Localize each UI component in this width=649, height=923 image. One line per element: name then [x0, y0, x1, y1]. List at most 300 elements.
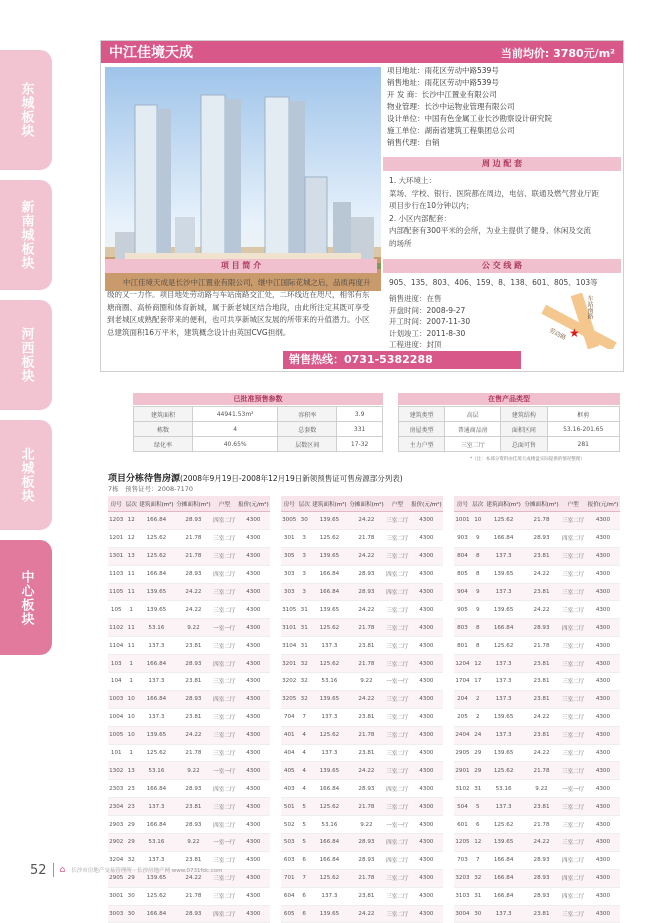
map-road-label: 车站南路: [586, 295, 593, 319]
table-row: [454, 637, 620, 655]
type-value: 三室二厅: [445, 437, 501, 452]
table-row: [281, 583, 443, 601]
table-cell: 1003: [108, 690, 125, 708]
table-cell: 三室二厅: [212, 744, 237, 762]
table-cell: 137.3: [311, 637, 348, 655]
table-cell: 1104: [108, 637, 125, 655]
table-cell: 三室二厅: [385, 655, 410, 673]
type-value: 53.16-201.65: [547, 422, 619, 437]
table-cell: 3004: [454, 905, 471, 923]
param-value: 40.65%: [193, 437, 278, 452]
table-cell: 139.65: [485, 601, 523, 619]
table-header-row: [454, 496, 620, 512]
table-cell: 28.93: [523, 887, 561, 905]
table-cell: 139.65: [311, 690, 348, 708]
table-cell: 28.93: [175, 655, 212, 673]
table-row: [281, 887, 443, 905]
table-cell: 8: [471, 637, 485, 655]
table-cell: 三室二厅: [560, 816, 585, 834]
table-cell: 9.22: [523, 780, 561, 798]
tab-zhongxin[interactable]: [0, 540, 52, 655]
table-cell: 24.22: [348, 905, 385, 923]
table-cell: 三室二厅: [560, 547, 585, 565]
table-cell: 四室二厅: [212, 816, 237, 834]
type-value: 框剪: [547, 407, 619, 422]
table-cell: 3101: [281, 619, 298, 637]
table-cell: 4300: [237, 637, 270, 655]
table-cell: 137.3: [485, 798, 523, 816]
table-cell: 4300: [237, 690, 270, 708]
table-cell: 11: [125, 637, 138, 655]
table-cell: 137.3: [485, 673, 523, 691]
table-cell: 29: [125, 834, 138, 852]
building-illustration: [105, 67, 381, 291]
table-cell: 三室二厅: [212, 708, 237, 726]
sales-open-date: 开盘时间：2008-9-27: [389, 305, 466, 315]
building-photo: [105, 67, 381, 291]
table-row: [454, 869, 620, 887]
table-cell: 28.93: [523, 619, 561, 637]
sales-hotline: 销售热线：0731-5382288: [283, 351, 521, 369]
table-cell: 三室二厅: [560, 834, 585, 852]
table-cell: 4300: [586, 780, 620, 798]
column-header: 户型: [560, 496, 585, 512]
table-row: [108, 619, 270, 637]
table-cell: 401: [281, 726, 298, 744]
table-cell: 4300: [237, 816, 270, 834]
table-cell: 53.16: [138, 762, 175, 780]
table-cell: 2: [471, 708, 485, 726]
table-cell: 4300: [586, 905, 620, 923]
table-cell: 5: [298, 798, 311, 816]
section-tabs: [0, 0, 60, 888]
table-cell: 166.84: [485, 529, 523, 547]
table-cell: 4300: [410, 798, 443, 816]
table-cell: 23.81: [175, 673, 212, 691]
table-cell: 166.84: [485, 869, 523, 887]
table-cell: 1102: [108, 619, 125, 637]
table-cell: 32: [298, 690, 311, 708]
table-cell: 10: [125, 726, 138, 744]
table-row: [281, 834, 443, 852]
table-cell: 21.78: [175, 529, 212, 547]
footer-text: 长沙市房地产交易管理所 · 长沙房地产网 www.0731fdc.com: [71, 868, 223, 874]
table-cell: 1005: [108, 726, 125, 744]
table-cell: 21.78: [523, 762, 561, 780]
table-cell: 137.3: [485, 547, 523, 565]
table-cell: 805: [454, 565, 471, 583]
table-row: [281, 762, 443, 780]
table-row: [108, 690, 270, 708]
table-cell: 12: [471, 834, 485, 852]
listing-building: 7栋 预售证号：2008-7170: [108, 485, 194, 493]
table-cell: 4300: [410, 834, 443, 852]
table-cell: 三室二厅: [385, 637, 410, 655]
table-cell: 903: [454, 529, 471, 547]
table-row: [108, 565, 270, 583]
product-types-note: *（注：本部分资料由佳境天成楼盘实际提供的情况整理）: [470, 457, 585, 462]
table-cell: 32: [298, 673, 311, 691]
map-drawing: [539, 293, 619, 349]
table-cell: 4300: [237, 798, 270, 816]
table-cell: 604: [281, 887, 298, 905]
table-row: [454, 673, 620, 691]
table-cell: 4300: [237, 655, 270, 673]
table-cell: 4300: [237, 762, 270, 780]
table-cell: 28.93: [348, 565, 385, 583]
table-cell: 4300: [586, 834, 620, 852]
table-cell: 24.22: [523, 834, 561, 852]
table-cell: 3103: [454, 887, 471, 905]
project-card: [100, 40, 624, 372]
table-row: [281, 673, 443, 691]
table-cell: 139.65: [485, 565, 523, 583]
table-cell: 139.65: [138, 601, 175, 619]
table-row: [454, 744, 620, 762]
table-row: [108, 762, 270, 780]
table-cell: 4300: [237, 905, 270, 923]
table-cell: 166.84: [311, 780, 348, 798]
project-name: 中江佳境天成: [109, 45, 193, 61]
table-cell: 四室二厅: [212, 512, 237, 530]
table-cell: 4300: [410, 529, 443, 547]
table-cell: 四室二厅: [560, 851, 585, 869]
table-cell: 四室二厅: [560, 869, 585, 887]
table-cell: 301: [281, 529, 298, 547]
param-label: 总套数: [278, 422, 337, 437]
table-cell: 23.81: [523, 905, 561, 923]
type-label: 总面可售: [501, 437, 547, 452]
table-cell: 31: [298, 601, 311, 619]
table-row: [108, 798, 270, 816]
table-row: [454, 565, 620, 583]
table-cell: 2303: [108, 780, 125, 798]
table-cell: 139.65: [138, 869, 175, 887]
table-cell: 4300: [237, 529, 270, 547]
table-cell: 125.62: [138, 887, 175, 905]
sales-start-date: 开工时间：2007-11-30: [389, 317, 471, 327]
table-cell: 一室一厅: [385, 816, 410, 834]
table-cell: 4300: [586, 512, 620, 530]
table-cell: 6: [298, 887, 311, 905]
table-cell: 701: [281, 869, 298, 887]
table-cell: 603: [281, 851, 298, 869]
surround-line: 1. 大环境上：: [389, 176, 437, 185]
table-cell: 137.3: [138, 851, 175, 869]
table-cell: 4300: [237, 744, 270, 762]
table-cell: 53.16: [138, 619, 175, 637]
table-cell: 3: [298, 547, 311, 565]
tab-xinnancheng[interactable]: [0, 180, 52, 290]
table-cell: 三室二厅: [212, 887, 237, 905]
column-header: 分摊面积(m²): [348, 496, 385, 512]
table-cell: 4300: [410, 744, 443, 762]
table-cell: 三室二厅: [385, 869, 410, 887]
table-cell: 4300: [237, 565, 270, 583]
table-cell: 24.22: [175, 601, 212, 619]
table-cell: 24.22: [523, 744, 561, 762]
project-info-list: [387, 65, 619, 149]
table-cell: 四室二厅: [385, 834, 410, 852]
table-cell: 137.3: [138, 673, 175, 691]
table-cell: 166.84: [138, 655, 175, 673]
table-cell: 501: [281, 798, 298, 816]
table-cell: 4300: [410, 851, 443, 869]
tab-label: 北城板块: [18, 447, 34, 503]
table-cell: 4300: [586, 762, 620, 780]
table-cell: 4300: [586, 637, 620, 655]
table-cell: 23.81: [175, 851, 212, 869]
column-header: 层次: [471, 496, 485, 512]
table-cell: 8: [471, 619, 485, 637]
column-header: 建筑面积(m²): [138, 496, 175, 512]
table-cell: 三室二厅: [560, 905, 585, 923]
table-row: [281, 690, 443, 708]
listing-table-1: [108, 496, 270, 923]
table-cell: 2905: [454, 744, 471, 762]
table-cell: 137.3: [485, 905, 523, 923]
table-cell: 8: [471, 565, 485, 583]
column-header: 报价(元/m²): [586, 496, 620, 512]
table-cell: 4: [298, 744, 311, 762]
table-row: [454, 547, 620, 565]
table-row: [281, 816, 443, 834]
param-value: 17-32: [337, 437, 383, 452]
type-value: 普通商品房: [445, 422, 501, 437]
param-value: 331: [337, 422, 383, 437]
info-contractor: 施工单位：湖南省建筑工程集团总公司: [387, 126, 515, 135]
table-cell: 4300: [237, 673, 270, 691]
table-cell: 4: [298, 780, 311, 798]
table-row: [454, 851, 620, 869]
table-cell: 4300: [586, 565, 620, 583]
table-cell: 2: [471, 690, 485, 708]
table-row: [281, 708, 443, 726]
column-header: 房号: [281, 496, 298, 512]
surround-line: 的场所: [389, 238, 412, 248]
table-row: [281, 905, 443, 923]
tab-dongcheng[interactable]: [0, 50, 52, 170]
table-cell: 13: [125, 547, 138, 565]
table-cell: 125.62: [485, 512, 523, 530]
column-header: 房号: [108, 496, 125, 512]
table-cell: 4300: [410, 708, 443, 726]
table-row: [108, 601, 270, 619]
table-cell: 103: [108, 655, 125, 673]
table-row: [281, 851, 443, 869]
table-cell: 3202: [281, 673, 298, 691]
table-cell: 4300: [410, 726, 443, 744]
listing-title: [108, 471, 403, 484]
column-header: 层次: [298, 496, 311, 512]
table-row: [281, 869, 443, 887]
tab-label: 中心板块: [18, 569, 34, 626]
tab-hexi[interactable]: [0, 300, 52, 410]
table-cell: 403: [281, 780, 298, 798]
table-cell: 三室二厅: [385, 547, 410, 565]
table-cell: 四室二厅: [560, 887, 585, 905]
info-address: 项目地址：雨花区劳动中路539号: [387, 66, 499, 75]
table-cell: 23.81: [175, 798, 212, 816]
table-cell: 4300: [410, 887, 443, 905]
table-cell: 28.93: [175, 565, 212, 583]
table-cell: 四室二厅: [212, 780, 237, 798]
table-cell: 一室一厅: [212, 762, 237, 780]
table-cell: 4300: [237, 834, 270, 852]
table-cell: 405: [281, 762, 298, 780]
table-cell: 三室二厅: [560, 673, 585, 691]
approved-params-header: 已批准预售参数: [133, 393, 383, 405]
table-cell: 24.22: [523, 708, 561, 726]
table-cell: 3205: [281, 690, 298, 708]
table-row: [108, 708, 270, 726]
project-titlebar: [101, 41, 623, 63]
table-cell: 137.3: [138, 708, 175, 726]
table-cell: 3105: [281, 601, 298, 619]
table-row: [281, 798, 443, 816]
table-cell: 3: [298, 529, 311, 547]
table-cell: 601: [454, 816, 471, 834]
table-cell: 4300: [586, 673, 620, 691]
table-cell: 四室二厅: [212, 655, 237, 673]
param-label: 绿化率: [134, 437, 193, 452]
table-cell: 6: [298, 905, 311, 923]
table-row: [281, 565, 443, 583]
table-row: [108, 512, 270, 530]
table-cell: 23.81: [348, 708, 385, 726]
table-cell: 101: [108, 744, 125, 762]
table-cell: 4300: [410, 565, 443, 583]
table-cell: 801: [454, 637, 471, 655]
tab-beicheng[interactable]: [0, 420, 52, 530]
table-cell: 23: [125, 798, 138, 816]
table-cell: 4300: [410, 673, 443, 691]
table-cell: 三室二厅: [385, 762, 410, 780]
table-cell: 137.3: [485, 655, 523, 673]
table-row: [281, 744, 443, 762]
table-cell: 3: [298, 583, 311, 601]
table-cell: 28.93: [175, 690, 212, 708]
table-cell: 2903: [108, 816, 125, 834]
table-cell: 4300: [410, 816, 443, 834]
table-cell: 1: [125, 673, 138, 691]
table-cell: 4300: [410, 601, 443, 619]
table-cell: 三室二厅: [385, 512, 410, 530]
table-cell: 三室二厅: [385, 601, 410, 619]
table-cell: 三室二厅: [560, 708, 585, 726]
table-cell: 1302: [108, 762, 125, 780]
table-cell: 21.78: [348, 655, 385, 673]
table-cell: 四室二厅: [560, 529, 585, 547]
type-value: 高层: [445, 407, 501, 422]
type-label: 建筑类型: [399, 407, 445, 422]
table-cell: 4: [298, 762, 311, 780]
table-cell: 三室二厅: [212, 851, 237, 869]
table-cell: 1001: [454, 512, 471, 530]
table-cell: 125.62: [138, 529, 175, 547]
table-cell: 9.22: [175, 834, 212, 852]
table-cell: 137.3: [138, 637, 175, 655]
table-cell: 31: [471, 780, 485, 798]
table-cell: 29: [471, 744, 485, 762]
table-cell: 21.78: [175, 887, 212, 905]
intro-text: 中江佳境天成是长沙中江置业有限公司，继中江国际花城之后，品质再度升级的又一力作。项目地处劳动路与车站南路交汇处，二环线近在咫尺，相邻有东塘商圈、高桥商圈和体育新城，属于新老城区结合地段，由此所注定其既可享受到老城区成熟配套带来的便利，也可共享新城区发展的所带来的升值潜力。小区总建筑面积16万平米，建筑概念设计由英国CVG担纲。: [107, 278, 371, 337]
table-cell: 一室一厅: [385, 673, 410, 691]
table-row: [108, 529, 270, 547]
table-row: [281, 637, 443, 655]
table-cell: 三室二厅: [212, 547, 237, 565]
table-cell: 23.81: [523, 673, 561, 691]
table-cell: 125.62: [311, 529, 348, 547]
table-cell: 1: [125, 601, 138, 619]
table-cell: 105: [108, 601, 125, 619]
table-cell: 21.78: [348, 619, 385, 637]
column-header: 报价(元/m²): [237, 496, 270, 512]
table-cell: 4300: [237, 619, 270, 637]
table-cell: 4300: [586, 851, 620, 869]
table-cell: 4300: [586, 816, 620, 834]
table-row: [281, 547, 443, 565]
table-cell: 四室二厅: [212, 565, 237, 583]
column-header: 层次: [125, 496, 138, 512]
table-cell: 三室二厅: [560, 798, 585, 816]
param-value: 44941.53m²: [193, 407, 278, 422]
table-cell: 166.84: [485, 619, 523, 637]
table-cell: 703: [454, 851, 471, 869]
table-row: [108, 834, 270, 852]
table-cell: 166.84: [485, 851, 523, 869]
table-cell: 2902: [108, 834, 125, 852]
table-cell: 4300: [237, 869, 270, 887]
table-cell: 四室二厅: [385, 565, 410, 583]
table-cell: 24.22: [523, 601, 561, 619]
column-header: 建筑面积(m²): [311, 496, 348, 512]
table-cell: 24.22: [348, 601, 385, 619]
table-cell: 30: [298, 512, 311, 530]
table-cell: 32: [125, 851, 138, 869]
table-cell: 10: [471, 512, 485, 530]
param-label: 容积率: [278, 407, 337, 422]
table-cell: 三室二厅: [385, 690, 410, 708]
sales-status: 销售进度：在售: [389, 294, 442, 303]
table-cell: 24.22: [348, 690, 385, 708]
table-cell: 4300: [237, 851, 270, 869]
column-header: 户型: [212, 496, 237, 512]
table-cell: 5: [298, 816, 311, 834]
table-cell: 一室一厅: [212, 834, 237, 852]
table-cell: 29: [471, 762, 485, 780]
table-cell: 四室二厅: [385, 851, 410, 869]
table-cell: 13: [125, 762, 138, 780]
table-cell: 166.84: [138, 565, 175, 583]
table-cell: 三室二厅: [560, 690, 585, 708]
table-cell: 3204: [108, 851, 125, 869]
type-label: 面积区间: [501, 422, 547, 437]
table-cell: 30: [125, 887, 138, 905]
table-cell: 三室二厅: [385, 798, 410, 816]
table-cell: 四室二厅: [560, 619, 585, 637]
table-cell: 三室二厅: [385, 726, 410, 744]
surround-text: [389, 175, 619, 251]
table-cell: 125.62: [311, 726, 348, 744]
table-cell: 166.84: [138, 690, 175, 708]
table-row: [281, 780, 443, 798]
table-cell: 166.84: [311, 834, 348, 852]
table-row: [454, 798, 620, 816]
table-cell: 4300: [586, 690, 620, 708]
table-cell: 1201: [108, 529, 125, 547]
table-cell: 1203: [108, 512, 125, 530]
